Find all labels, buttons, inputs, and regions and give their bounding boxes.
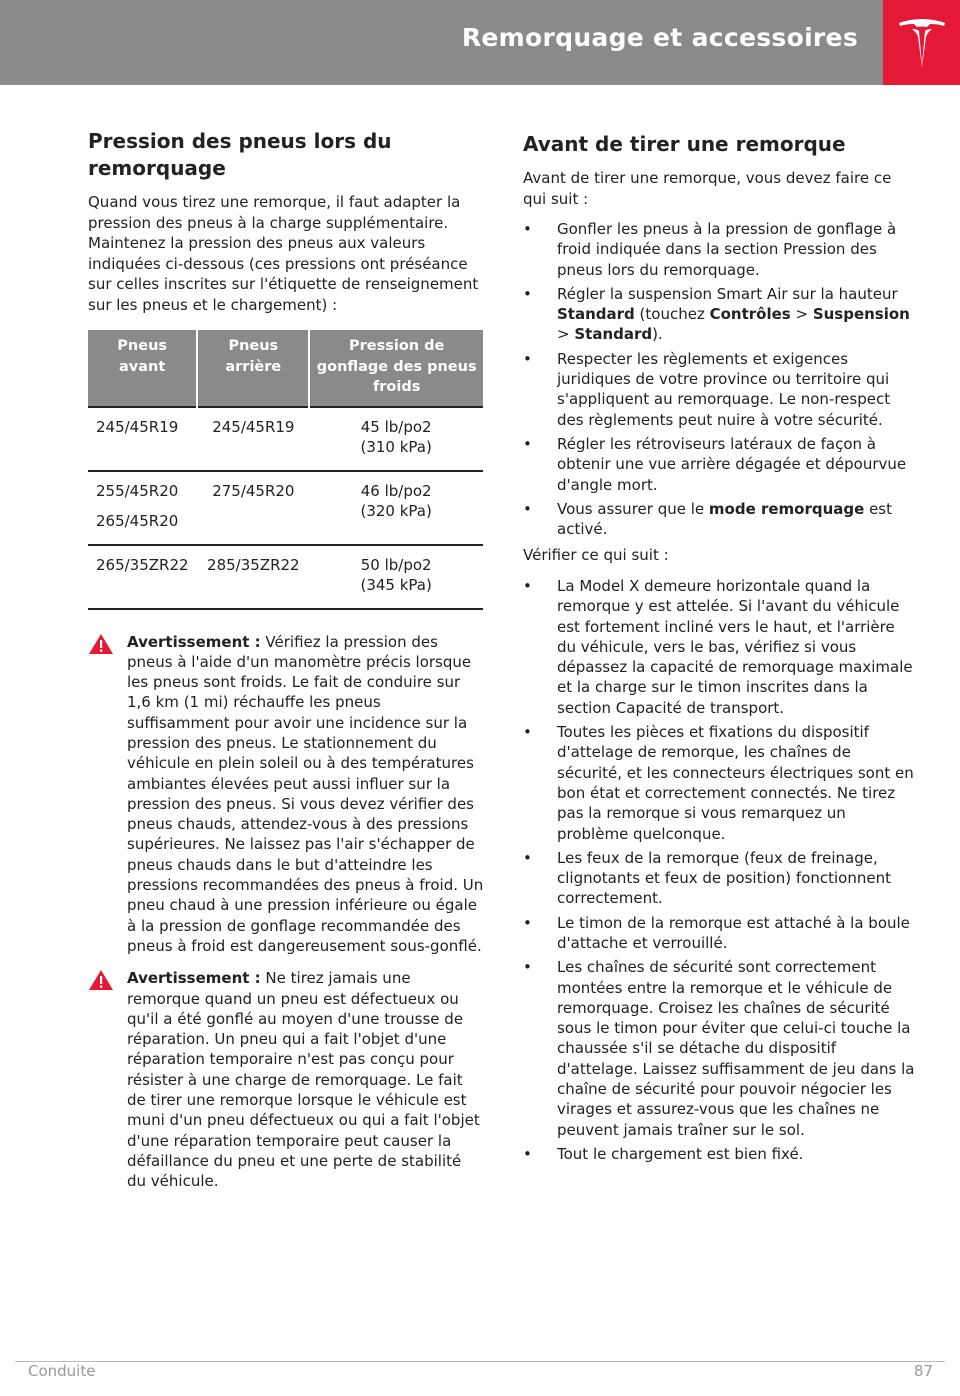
table-row [88, 407, 483, 471]
front-size: 265/35ZR22 [96, 555, 189, 574]
ui-term: Contrôles [709, 305, 791, 324]
cell-front [88, 471, 197, 545]
section-heading-tire-pressure: Pression des pneus lors du remorquage [88, 129, 392, 180]
list-item [523, 284, 918, 345]
list-item: • Les feux de la remorque (feux de freinage, clignotants et feux de position) fonctionnent correctement. [523, 848, 918, 909]
tire-pressure-table [88, 330, 483, 610]
list-item: • Les chaînes de sécurité sont correctement montées entre la remorque et le véhicule de remorquage. Croisez les chaînes de sécurité sous le timon pour éviter que celui-ci touche la chaussée s'il se détache du dispositif d'attelage. Laissez suffisamment de jeu dans la chaîne de sécurité pour pouvoir négocier les virages et assurez-vous que les chaînes ne peuvent jamais traîner sur le sol. [523, 957, 918, 1140]
list-item: • Régler les rétroviseurs latéraux de façon à obtenir une vue arrière dégagée et dépourvue d'angle mort. [523, 434, 918, 495]
chapter-title: Remorquage et accessoires [461, 23, 858, 52]
warning-triangle-icon [88, 633, 114, 655]
pressure-psi: 50 lb/po2 [360, 555, 432, 574]
cell-rear: 285/35ZR22 [197, 545, 309, 609]
list-item [523, 499, 918, 540]
warning-triangle-icon [88, 969, 114, 991]
list-item: • Toutes les pièces et fixations du dispositif d'attelage de remorque, les chaînes de sécurité, et les connecteurs électriques sont en bon état et correctement connectés. Ne tirez pas la remorque si vous remarquez un problème quelconque. [523, 722, 918, 844]
pressure-psi: 46 lb/po2 [360, 481, 432, 500]
warning-block [88, 968, 484, 1191]
front-size: 255/45R20 [96, 481, 179, 500]
pressure-kpa: (320 kPa) [360, 502, 432, 520]
warning-label: Avertissement : [127, 632, 261, 651]
column-header-rear: Pneus arrière [197, 330, 309, 407]
cell-pressure [309, 545, 483, 609]
warning-label: Avertissement : [127, 969, 261, 988]
tesla-logo-icon [897, 17, 947, 69]
cell-front [88, 545, 197, 609]
ui-term: Standard [557, 305, 635, 324]
front-size-alt: 265/45R20 [96, 512, 179, 530]
right-column [523, 128, 918, 1168]
column-header-front: Pneus avant [88, 330, 197, 407]
table-row [88, 545, 483, 609]
page-number: 87 [913, 1362, 933, 1380]
column-header-pressure: Pression de gonflage des pneus froids [309, 330, 483, 407]
table-header-row [88, 330, 483, 407]
subheading: Vérifier ce qui suit : [523, 546, 669, 565]
pressure-kpa: (345 kPa) [360, 576, 432, 594]
section-heading-before-towing: Avant de tirer une remorque [523, 132, 846, 156]
ui-term: Suspension [812, 305, 910, 324]
table-row [88, 471, 483, 545]
list-item: • Gonfler les pneus à la pression de gonflage à froid indiquée dans la section Pression des pneus lors du remorquage. [523, 219, 918, 280]
front-size: 245/45R19 [96, 417, 179, 436]
list-item: • Respecter les règlements et exigences juridiques de votre province ou territoire qui s'appliquent au remorquage. Le non-respect des règlements peut nuire à votre sécurité. [523, 349, 918, 430]
list-item: • Tout le chargement est bien fixé. [523, 1144, 918, 1164]
ui-term: mode remorquage [708, 499, 865, 518]
cell-rear: 245/45R19 [197, 407, 309, 471]
cell-front [88, 407, 197, 471]
list-item: • La Model X demeure horizontale quand la remorque y est attelée. Si l'avant du véhicule est fortement incliné vers le haut, et l'arrière du véhicule, vers le bas, vérifiez si vous dépassez la capacité de remorquage maximale et la charge sur le timon inscrites dans la section Capacité de transport. [523, 576, 918, 718]
ui-term: Standard [574, 325, 653, 344]
cell-rear: 275/45R20 [197, 471, 309, 545]
cell-pressure [309, 407, 483, 471]
warning-block [88, 632, 484, 957]
intro-paragraph: Quand vous tirez une remorque, il faut adapter la pression des pneus à la charge supplémentaire. Maintenez la pression des pneus aux valeurs indiquées ci-dessous (ces pressions ont préséance sur celles inscrites sur l'étiquette de renseignement sur les pneus et le chargement) : [88, 193, 479, 314]
footer-divider [15, 1361, 945, 1362]
item-text: ). [652, 325, 663, 344]
footer-section: Conduite [28, 1362, 96, 1380]
item-text: > [557, 325, 575, 344]
pressure-psi: 45 lb/po2 [360, 417, 432, 436]
left-column [88, 128, 484, 1192]
item-text: > [790, 305, 813, 324]
list-item: • Le timon de la remorque est attaché à la boule d'attache et verrouillé. [523, 913, 918, 954]
checklist-verify [523, 576, 918, 1164]
checklist-before-towing [523, 219, 918, 539]
item-text: est activé. [557, 499, 893, 539]
item-text: (touchez [634, 305, 710, 324]
warning-text: Vérifiez la pression des pneus à l'aide d'un manomètre précis lorsque les pneus sont froids. Le fait de conduire sur 1,6 km (1 mi) réchauffe les pneus suffisamment pour avoir une incidence sur la pression des pneus. Le stationnement du véhicule en plein soleil ou à des températures ambiantes élevées peut aussi influer sur la pression des pneus. Si vous devez vérifier des pneus chauds, attendez-vous à des pressions supérieures. Ne laissez pas l'air s'échapper de pneus chauds dans le but d'atteindre les pressions recommandées des pneus à froid. Un pneu chaud à une pression inférieure ou égale à la pression de gonflage recommandée des pneus à froid est dangereusement sous-gonflé. [127, 632, 484, 955]
brand-logo [883, 0, 960, 85]
intro-paragraph: Avant de tirer une remorque, vous devez faire ce qui suit : [523, 169, 892, 208]
item-text: Régler la suspension Smart Air sur la hauteur [557, 284, 898, 303]
cell-pressure [309, 471, 483, 545]
pressure-kpa: (310 kPa) [360, 438, 432, 456]
page-header [0, 0, 960, 85]
warning-text: Ne tirez jamais une remorque quand un pneu est défectueux ou qu'il a été gonflé au moyen d'une trousse de réparation. Un pneu qui a fait l'objet d'une réparation temporaire n'est pas conçu pour résister à une charge de remorquage. Le fait de tirer une remorque lorsque le véhicule est muni d'un pneu défectueux ou qui a fait l'objet d'une réparation temporaire peut causer la défaillance du pneu et une perte de stabilité du véhicule. [127, 969, 480, 1191]
item-text: Vous assurer que le [557, 499, 709, 518]
